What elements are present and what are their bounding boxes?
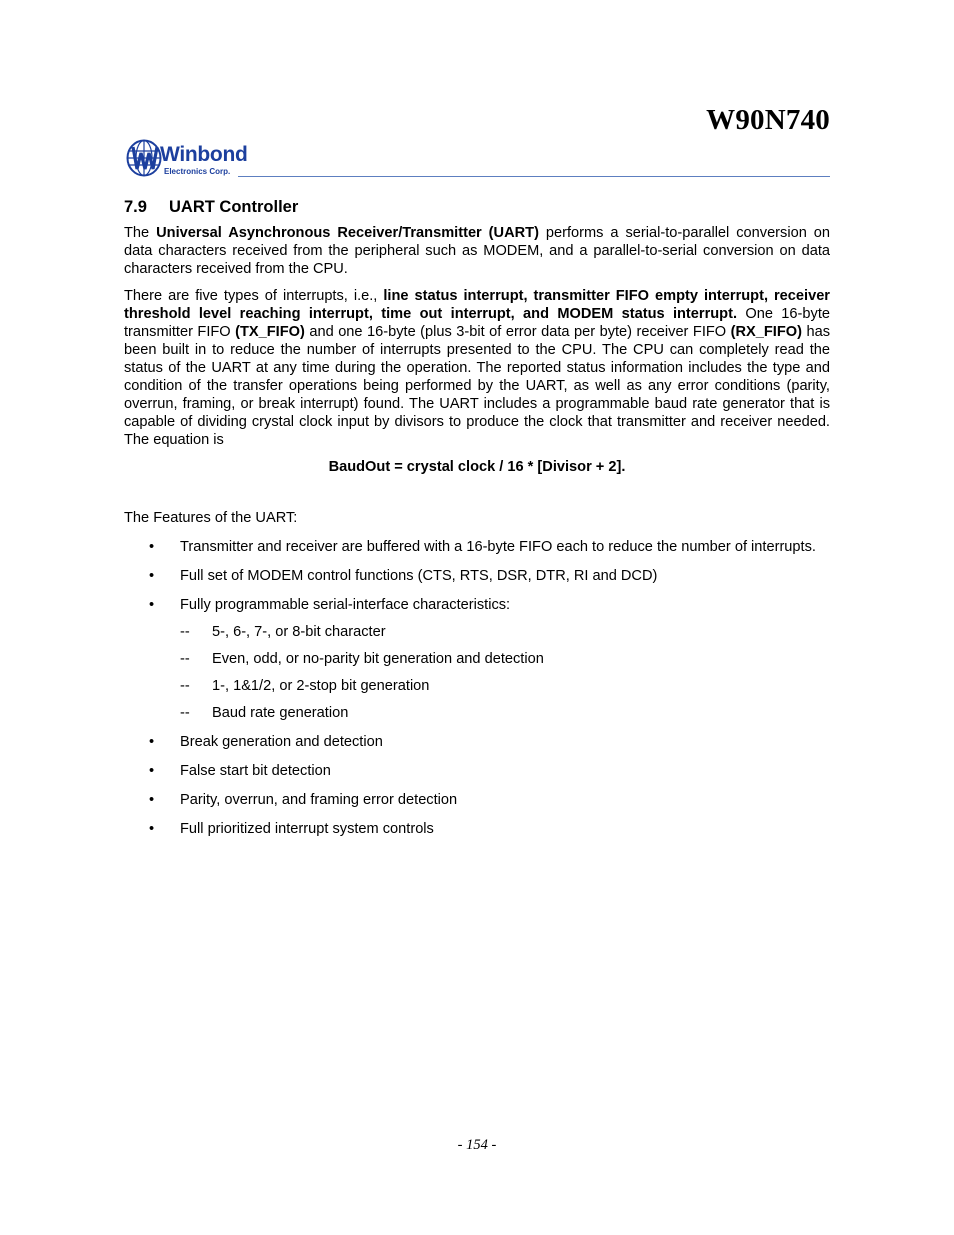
globe-logo-icon (126, 139, 164, 179)
sub-list-item (180, 650, 830, 668)
list-item (124, 567, 830, 585)
paragraph-uart-intro (124, 224, 830, 278)
text-run: has been built in to reduce the number of interrupts presented to the CPU. The CPU can completely read the status of the UART at any time during the operation. The reported status information includes the type and condition of the transfer operations being performed by the UART, as well as any error conditions (parity, overrun, framing, or break interrupt) found. The UART includes a programmable baud rate generator that is capable of dividing crystal clock input by divisors to produce the clock that transmitter and receiver needed. The equation is (124, 324, 830, 448)
section-number: 7.9 (124, 198, 147, 216)
winbond-logo (126, 139, 256, 179)
bullet-icon: • (149, 597, 155, 613)
dash-marker: -- (180, 651, 190, 667)
page-content (124, 196, 830, 849)
bold-term: (TX_FIFO) (235, 324, 305, 340)
page-number: - 154 - (457, 1137, 497, 1153)
sub-list-item-text: 5-, 6-, 7-, or 8-bit character (212, 624, 386, 640)
features-intro: The Features of the UART: (124, 510, 298, 526)
list-item (124, 791, 830, 809)
text-run: and one 16-byte (plus 3-bit of error data per byte) receiver FIFO (304, 324, 731, 340)
bullet-icon: • (149, 568, 155, 584)
list-item (124, 762, 830, 780)
list-item-text: Full set of MODEM control functions (CTS, RTS, DSR, DTR, RI and DCD) (180, 568, 658, 584)
header-rule (238, 176, 830, 177)
text-run: The (124, 225, 157, 241)
list-item (124, 538, 830, 556)
text-run: There are five types of interrupts, i.e., (124, 288, 384, 304)
list-item (124, 820, 830, 838)
bullet-icon: • (149, 792, 155, 808)
paragraph-interrupts (124, 287, 830, 449)
feature-list (124, 538, 830, 838)
sub-list-item (180, 677, 830, 695)
list-item-text: Fully programmable serial-interface characteristics: (180, 597, 511, 613)
bullet-icon: • (149, 821, 155, 837)
list-item-text: Full prioritized interrupt system controls (180, 821, 434, 837)
bold-term: line status interrupt, transmitter FIFO empty interrupt, receiver threshold level reaching interrupt, time out interrupt, and MODEM status interrupt. (124, 288, 830, 322)
list-item-text: False start bit detection (180, 763, 331, 779)
sub-list (180, 623, 830, 722)
baud-equation: BaudOut = crystal clock / 16 * [Divisor + 2]. (328, 459, 626, 475)
sub-list-item (180, 623, 830, 641)
section-title: UART Controller (169, 198, 299, 216)
list-item-text: Parity, overrun, and framing error detection (180, 792, 458, 808)
dash-marker: -- (180, 624, 190, 640)
sub-list-item (180, 704, 830, 722)
document-title: W90N740 (706, 104, 830, 136)
list-item (124, 733, 830, 751)
text-run: One 16-byte transmitter FIFO (124, 306, 830, 340)
sub-list-item-text: 1-, 1&1/2, or 2-stop bit generation (212, 678, 430, 694)
list-item (124, 596, 830, 722)
logo-wordmark: Winbond (160, 143, 248, 166)
logo-subtitle: Electronics Corp. (164, 167, 231, 176)
section-heading (124, 196, 830, 218)
bold-term: Universal Asynchronous Receiver/Transmitter (UART) (156, 225, 539, 241)
text-run: performs a serial-to-parallel conversion on data characters received from the peripheral such as MODEM, and a parallel-to-serial conversion on data characters received from the CPU. (124, 225, 830, 277)
bold-term: (RX_FIFO) (730, 324, 802, 340)
list-item-text: Break generation and detection (180, 734, 383, 750)
sub-list-item-text: Even, odd, or no-parity bit generation and detection (212, 651, 544, 667)
list-item-text: Transmitter and receiver are buffered with a 16-byte FIFO each to reduce the number of interrupts. (180, 539, 816, 555)
bullet-icon: • (149, 734, 155, 750)
dash-marker: -- (180, 678, 190, 694)
bullet-icon: • (149, 763, 155, 779)
sub-list-item-text: Baud rate generation (212, 705, 349, 721)
bullet-icon: • (149, 539, 155, 555)
dash-marker: -- (180, 705, 190, 721)
